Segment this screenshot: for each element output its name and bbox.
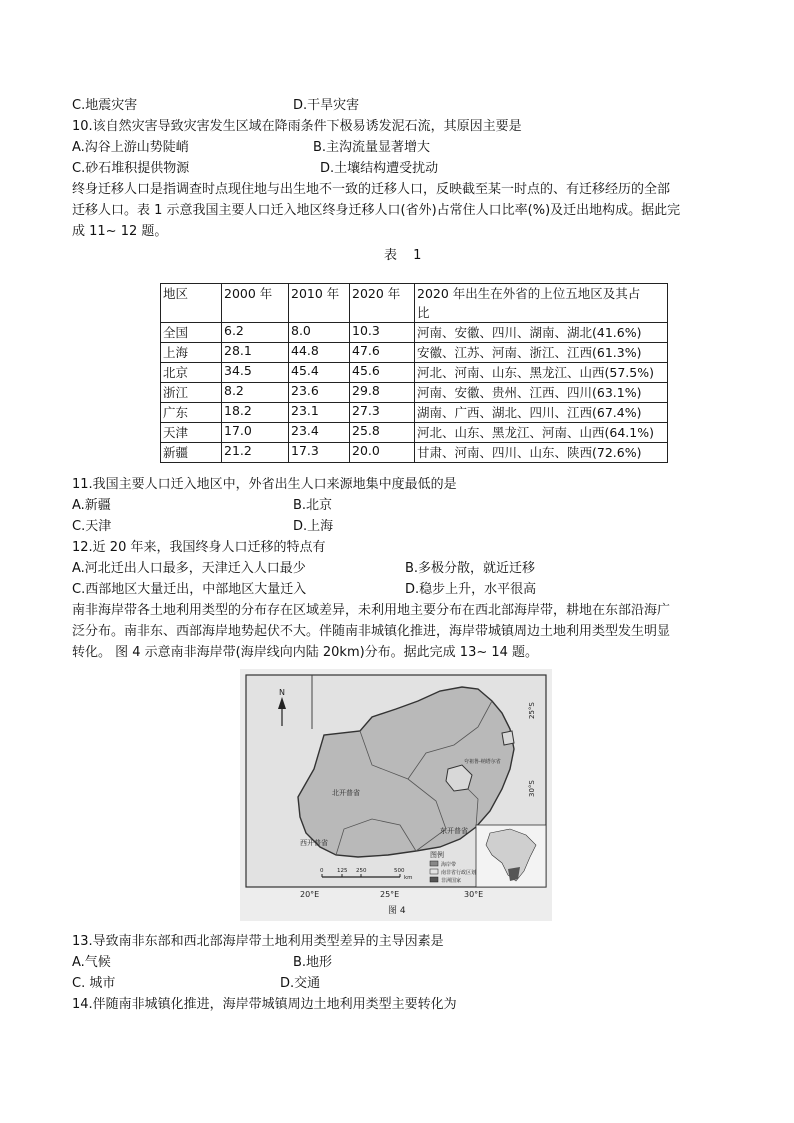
intro2-line3: 转化。 图 4 示意南非海岸带(海岸线向内陆 20km)分布。据此完成 13~ 14 题。 [72,645,539,660]
q12-option-d: D.稳步上升，水平很高 [405,582,537,597]
table-row [161,403,668,423]
table-cell: 8.2 [222,383,289,403]
q10-option-a: A.沟谷上游山势陡峭 [72,140,189,155]
prov-kwazulu-natal: 夸祖鲁-纳塔尔省 [464,759,501,765]
legend-item-coast: 海岸带 [441,862,457,868]
table-cell: 10.3 [350,323,415,343]
header-cell: 2000 年 [222,284,289,323]
lat-25-label: 25°S [528,702,536,719]
q10-option-b: B.主沟流量显著增大 [313,140,431,155]
prov-eastern-cape: 东开普省 [440,827,468,835]
lon-25-label: 25°E [380,890,400,899]
table-row [161,383,668,403]
q11-option-c: C.天津 [72,519,112,534]
q13-option-a: A.气候 [72,955,111,970]
q13-stem: 13.导致南非东部和西北部海岸带土地利用类型差异的主导因素是 [72,934,444,949]
scale-unit: km [404,875,413,881]
scale-125: 125 [337,868,348,874]
table-row [161,423,668,443]
header-cell: 地区 [161,284,222,323]
scale-250: 250 [356,868,367,874]
table-cell: 44.8 [289,343,350,363]
q13-option-b: B.地形 [293,955,333,970]
table-cell: 河北、山东、黑龙江、河南、山西(64.1%) [415,423,668,443]
table-cell: 广东 [161,403,222,423]
table-cell: 27.3 [350,403,415,423]
q13-option-c: C. 城市 [72,976,116,991]
table-cell: 17.3 [289,443,350,463]
table-cell: 河南、安徽、四川、湖南、湖北(41.6%) [415,323,668,343]
q10-option-d: D.土壤结构遭受扰动 [320,161,439,176]
lon-30-label: 30°E [464,890,484,899]
table-caption: 表 1 [384,248,428,263]
q11-stem: 11.我国主要人口迁入地区中，外省出生人口来源地集中度最低的是 [72,477,457,492]
table-cell: 18.2 [222,403,289,423]
africa-inset [476,825,546,887]
q12-stem: 12.近 20 年来，我国终身人口迁移的特点有 [72,540,326,555]
table-cell: 8.0 [289,323,350,343]
table-cell: 上海 [161,343,222,363]
table-cell: 河南、安徽、贵州、江西、四川(63.1%) [415,383,668,403]
table-cell: 34.5 [222,363,289,383]
table-cell: 6.2 [222,323,289,343]
q12-option-b: B.多极分散，就近迁移 [405,561,536,576]
q9-option-d: D.干旱灾害 [293,98,360,113]
table-cell: 甘肃、河南、四川、山东、陕西(72.6%) [415,443,668,463]
table-header-row [161,284,668,304]
eswatini [502,731,514,745]
q12-option-a: A.河北迁出人口最多，天津迁入人口最少 [72,561,306,576]
table-cell: 20.0 [350,443,415,463]
intro2-line2: 泛分布。南非东、西部海岸地势起伏不大。伴随南非城镇化推进，海岸带城镇周边土地利用类型发生明显 [72,624,671,639]
table-cell: 天津 [161,423,222,443]
q10-option-c: C.砂石堆积提供物源 [72,161,190,176]
q11-option-d: D.上海 [293,519,334,534]
north-label: N [279,688,285,697]
table-cell: 浙江 [161,383,222,403]
q11-option-a: A.新疆 [72,498,111,513]
table-cell: 17.0 [222,423,289,443]
table-row [161,363,668,383]
table-cell: 23.1 [289,403,350,423]
table-cell: 45.6 [350,363,415,383]
south-africa-coast-map [240,669,552,921]
lat-30-label: 30°S [528,780,536,797]
intro1-line3: 成 11~ 12 题。 [72,224,168,239]
legend-item-country: 非洲国家 [441,878,462,884]
intro1-line2: 迁移人口。表 1 示意我国主要人口迁入地区终身迁移人口(省外)占常住人口比率(%)及迁出地构成。据此完 [72,203,681,218]
prov-western-cape: 西开普省 [300,839,328,847]
table-cell: 47.6 [350,343,415,363]
table-cell: 安徽、江苏、河南、浙江、江西(61.3%) [415,343,668,363]
q9-option-c: C.地震灾害 [72,98,138,113]
header-cell: 2020 年 [350,284,415,323]
prov-northern-cape: 北开普省 [332,789,360,797]
lon-20-label: 20°E [300,890,320,899]
header-cell: 比 [415,303,668,323]
table-row [161,343,668,363]
figure-caption: 图 4 [388,906,406,916]
table-cell: 45.4 [289,363,350,383]
table-cell: 23.6 [289,383,350,403]
table-cell: 29.8 [350,383,415,403]
table-row [161,323,668,343]
q13-option-d: D.交通 [280,976,321,991]
legend-item-province: 南非省行政区划 [441,870,477,876]
table-cell: 25.8 [350,423,415,443]
table-cell: 23.4 [289,423,350,443]
intro2-line1: 南非海岸带各土地利用类型的分布存在区域差异，未利用地主要分布在西北部海岸带，耕地在东部沿海广 [72,603,671,618]
header-cell: 2020 年出生在外省的上位五地区及其占 [415,284,668,304]
table-cell: 全国 [161,323,222,343]
header-cell: 2010 年 [289,284,350,323]
q14-stem: 14.伴随南非城镇化推进，海岸带城镇周边土地利用类型主要转化为 [72,997,457,1012]
intro1-line1: 终身迁移人口是指调查时点现住地与出生地不一致的迁移人口，反映截至某一时点的、有迁移经历的全部 [72,182,671,197]
q10-stem: 10.该自然灾害导致灾害发生区域在降雨条件下极易诱发泥石流，其原因主要是 [72,119,522,134]
table-cell: 21.2 [222,443,289,463]
q12-option-c: C.西部地区大量迁出，中部地区大量迁入 [72,582,307,597]
table-cell: 湖南、广西、湖北、四川、江西(67.4%) [415,403,668,423]
table-row [161,443,668,463]
legend-title: 图例 [430,851,444,859]
table-cell: 新疆 [161,443,222,463]
q11-option-b: B.北京 [293,498,333,513]
table-cell: 北京 [161,363,222,383]
scale-500: 500 [394,868,405,874]
table-cell: 河北、河南、山东、黑龙江、山西(57.5%) [415,363,668,383]
migration-table [160,283,668,463]
scale-0: 0 [320,868,324,874]
table-cell: 28.1 [222,343,289,363]
